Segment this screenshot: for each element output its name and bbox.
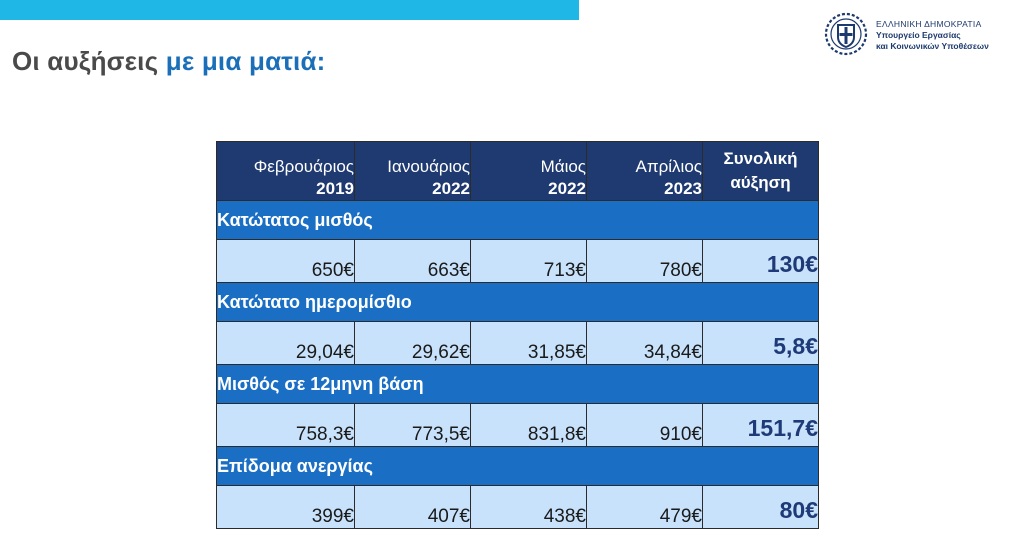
title-part-1: Οι αυξήσεις [12, 46, 166, 76]
section-row-unemployment-benefit [217, 447, 819, 486]
value-cell: 831,8€ [471, 404, 587, 447]
ministry-logo [824, 12, 1014, 58]
section-label: Μισθός σε 12μηνη βάση [217, 365, 819, 404]
total-cell: 151,7€ [703, 404, 819, 447]
value-cell: 650€ [217, 240, 355, 283]
table-row [217, 404, 819, 447]
section-row-minimum-daily-wage [217, 283, 819, 322]
column-header [471, 142, 587, 201]
value-cell: 29,04€ [217, 322, 355, 365]
total-cell: 5,8€ [703, 322, 819, 365]
column-year: 2022 [548, 179, 586, 198]
total-header-line-1: Συνολική [723, 149, 798, 168]
section-label: Κατώτατο ημερομίσθιο [217, 283, 819, 322]
title-part-2: με μια ματιά: [165, 46, 326, 76]
value-cell: 29,62€ [355, 322, 471, 365]
table-header-row [217, 142, 819, 201]
total-cell: 130€ [703, 240, 819, 283]
column-year: 2022 [432, 179, 470, 198]
section-row-minimum-wage [217, 201, 819, 240]
logo-line-2: Υπουργείο Εργασίας [876, 30, 961, 40]
value-cell: 407€ [355, 486, 471, 529]
column-month: Φεβρουάριος [253, 157, 354, 176]
section-row-annualized-wage [217, 365, 819, 404]
value-cell: 758,3€ [217, 404, 355, 447]
value-cell: 479€ [587, 486, 703, 529]
table-row [217, 322, 819, 365]
top-accent-bar [0, 0, 579, 20]
column-month: Ιανουάριος [387, 157, 470, 176]
coat-of-arms-icon [824, 12, 868, 56]
column-header [355, 142, 471, 201]
section-label: Κατώτατος μισθός [217, 201, 819, 240]
column-year: 2019 [316, 179, 354, 198]
value-cell: 713€ [471, 240, 587, 283]
table-row [217, 240, 819, 283]
value-cell: 780€ [587, 240, 703, 283]
value-cell: 399€ [217, 486, 355, 529]
column-month: Απρίλιος [635, 157, 702, 176]
logo-line-3: και Κοινωνικών Υποθέσεων [876, 41, 989, 51]
table-row [217, 486, 819, 529]
value-cell: 663€ [355, 240, 471, 283]
total-cell: 80€ [703, 486, 819, 529]
value-cell: 31,85€ [471, 322, 587, 365]
page-title [12, 46, 326, 77]
increases-table [216, 141, 819, 529]
value-cell: 910€ [587, 404, 703, 447]
column-header [587, 142, 703, 201]
column-header [217, 142, 355, 201]
section-label: Επίδομα ανεργίας [217, 447, 819, 486]
column-year: 2023 [664, 179, 702, 198]
total-increase-header [703, 142, 819, 201]
value-cell: 773,5€ [355, 404, 471, 447]
value-cell: 34,84€ [587, 322, 703, 365]
total-header-line-2: αύξηση [730, 173, 791, 192]
logo-line-1: ΕΛΛΗΝΙΚΗ ΔΗΜΟΚΡΑΤΙΑ [876, 19, 982, 29]
value-cell: 438€ [471, 486, 587, 529]
column-month: Μάιος [540, 157, 586, 176]
